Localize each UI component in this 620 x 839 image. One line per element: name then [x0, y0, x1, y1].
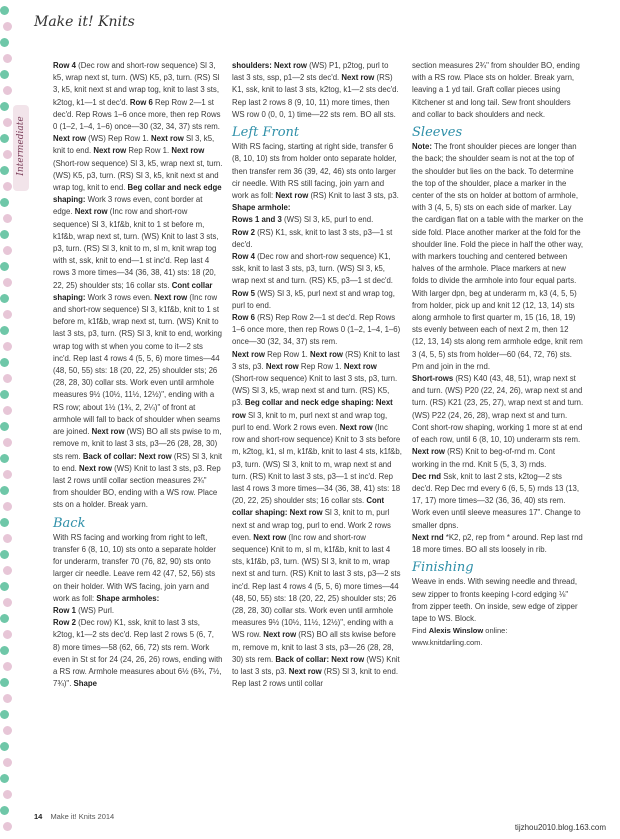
dot [0, 742, 9, 751]
dot [0, 390, 9, 399]
dot [0, 38, 9, 47]
dot [0, 454, 9, 463]
section-heading-left-front: Left Front [232, 125, 300, 141]
paragraph: shoulders: Next row (WS) P1, p2tog, purl to last 3 sts, ssp, p1—2 sts dec'd. Next row (RS) K1, ssk, knit to last 3 sts, k2tog, k1—2 sts dec'd. Rep last 2 rows 8 (9, 10, 11) more times, then WS row 0 (0, 0, 1) time—22 sts rem. BO all sts. [232, 61, 399, 119]
dot [3, 758, 12, 767]
dot [3, 662, 12, 671]
dot [0, 6, 9, 15]
skill-level-label: Intermediate [16, 116, 26, 176]
paragraph: With larger dpn, beg at underarm m, k3 (4, 5, 5) from holder, pick up and knit 12 (12, 13, 14) sts along armhole to first quarter m, 15 (16, 18, 19) sts evenly between each of next 2 m, then 12 (12, 13, 14) sts along rem armhole edge, knit rem 3 (4, 5, 5) sts from holder—60 (64, 72, 76) sts. Pm and join in the rnd. [412, 288, 583, 371]
dot [3, 726, 12, 735]
section-heading-finishing: Finishing [412, 560, 474, 576]
paragraph: With RS facing and working from right to left, transfer 6 (8, 10, 10) sts onto a separate holder for underarm, transfer 70 (76, 82, 90) sts onto larger cir needle. Leave rem 42 (47, 52, 56) sts on their holder. With WS facing, join yarn and work as foll: Shape armholes: [53, 532, 216, 603]
dot [3, 630, 12, 639]
dot [0, 102, 9, 111]
dot [3, 790, 12, 799]
paragraph: Row 4 (Dec row and short-row sequence) K1, ssk, knit to last 3 sts, p3, turn. (WS) Sl 3, k5, wrap next st and turn. (RS) K5, p3—1 st dec'd. [232, 252, 393, 286]
designer-credit: Find Alexis Winslow online: [412, 626, 508, 636]
dot [0, 518, 9, 527]
paragraph: Next row (RS) Knit to beg-of-rnd m. Cont working in the rnd. Knit 5 (5, 3, 3) rnds. [412, 447, 556, 469]
dot [3, 310, 12, 319]
paragraph: section measures 2¾" from shoulder BO, ending with a RS row. Place sts on holder. Break yarn, leaving a 1 yd tail. Graft collar pieces using Kitchener st and long tail. Sew front shoulders and collar to back shoulders and neck. [412, 61, 580, 119]
dot [0, 774, 9, 783]
dot [0, 582, 9, 591]
dot [3, 534, 12, 543]
dot [0, 294, 9, 303]
dot [0, 262, 9, 271]
dot [3, 54, 12, 63]
dot [3, 822, 12, 831]
polka-dot-border [0, 0, 14, 839]
dot [3, 566, 12, 575]
dot [3, 22, 12, 31]
dot [0, 70, 9, 79]
dot [0, 646, 9, 655]
dot [0, 678, 9, 687]
page-number: 14 [34, 812, 43, 821]
dot [0, 166, 9, 175]
dot [3, 694, 12, 703]
dot [0, 710, 9, 719]
text-column-3 [412, 60, 584, 650]
paragraph: Row 6 (RS) Rep Row 2—1 st dec'd. Rep Rows 1–6 once more, then rep Rows 0 (1–2, 1–4, 1–6) once—30 (32, 34, 37) sts rem. [232, 313, 401, 347]
section-heading-back: Back [53, 515, 86, 531]
watermark-url: tijzhou2010.blog.163.com [514, 823, 606, 832]
dot [3, 182, 12, 191]
text-column-1 [53, 60, 223, 690]
paragraph: Row 2 (RS) K1, ssk, knit to last 3 sts, p3—1 st dec'd. [232, 227, 393, 249]
dot [3, 86, 12, 95]
paragraph: Row 1 (WS) Purl. [53, 605, 115, 615]
paragraph: Next rnd *K2, p2, rep from * around. Rep last rnd 18 more times. BO all sts loosely in rib. [412, 532, 583, 554]
designer-website-link[interactable]: www.knitdarling.com. [412, 638, 483, 648]
dot [3, 374, 12, 383]
dot [3, 342, 12, 351]
dot [3, 406, 12, 415]
dot [0, 326, 9, 335]
paragraph: Weave in ends. With sewing needle and thread, sew zipper to fronts keeping I-cord edging ⅛" from zipper teeth. On inside, sew edge of zipper tape to WS. Block. [412, 577, 578, 623]
dot [0, 550, 9, 559]
dot [3, 502, 12, 511]
dot [0, 422, 9, 431]
publication-name: Make it! Knits 2014 [50, 812, 115, 821]
dot [0, 134, 9, 143]
paragraph: Next row Rep Row 1. Next row (RS) Knit to last 3 sts, p3. Next row Rep Row 1. Next row (Short-row sequence) Knit to last 3 sts, p3, turn. (WS) Sl 3, k5, wrap next st and turn. (RS) K5, p3. Beg collar and neck edge shaping: Next row Sl 3, knit to m, purl next st and wrap tog, purl to end. Work 2 rows even. Next row (Inc row and short-row sequence) Knit to 3 sts before m, k2tog, k1, sl m, k1f&b, knit to last 4 sts, k1f&b, p3, turn. (WS) Sl 3, knit to m, wrap next st and turn. (RS) Knit to last 3 sts, p3—1 st inc'd. Rep last 4 rows 3 more times—34 (36, 38, 41) sts: 18 (20, 22, 25) shoulder sts; 16 collar sts. Cont collar shaping: Next row Sl 3, knit to m, purl next st and wrap tog, purl to end. Work 2 rows even. Next row (Inc row and short-row sequence) Knit to m, sl m, k1f&b, knit to last 4 sts, k1f&b, p3, turn. (WS) Sl 3, knit to m, wrap next st and turn. (RS) Knit to last 3 sts, p3—2 sts inc'd. Rep last 4 rows 4 (5, 5, 6) more times—44 (48, 50, 55) sts: 18 (20, 22, 25) shoulder sts; 26 (28, 28, 30) collar sts. Work even until armhole measures 9½ (10½, 11½, 12½)", ending with a WS row. Next row (RS) BO all sts kwise before m, remove m, knit to last 3 sts, p3—26 (28, 28, 30) sts rem. Back of collar: Next row (WS) Knit to last 3 sts, p3. Next row (RS) Sl 3, knit to end. Rep last 2 rows until collar [232, 349, 402, 689]
dot [0, 614, 9, 623]
paragraph: Note: The front shoulder pieces are longer than the back; the shoulder seam is not at the top of the shoulder but lies on the back. To determine the top of the shoulder, place a marker in the center of the sts on holder at bottom of armhole, with 3 (4, 5, 5) sts on each side of marker. Lay the cardigan flat on a table with the marker on the side fold. Place another marker at the fold for the shoulder line. Fold the piece in half the other way, with markers touching and centered between halves of the armhole. Place markers at new folds to divide the armhole into four equal parts. [412, 142, 584, 286]
dot [3, 438, 12, 447]
dot [0, 486, 9, 495]
dot [3, 598, 12, 607]
dot [0, 806, 9, 815]
page-header: Make it! Knits [34, 14, 135, 30]
paragraph: Rows 1 and 3 (WS) Sl 3, k5, purl to end. [232, 215, 374, 225]
paragraph: Row 2 (Dec row) K1, ssk, knit to last 3 sts, k2tog, k1—2 sts dec'd. Rep last 2 rows 5 (6, 7, 8) more times—58 (62, 66, 72) sts rem. Work even in St st for 24 (24, 26, 26) rows, ending with a RS row. Armhole measures about 6½ (6¾, 7½, 7¾)". Shape [53, 618, 223, 689]
dot [3, 278, 12, 287]
text-column-2 [232, 60, 402, 690]
paragraph: Row 4 (Dec row and short-row sequence) Sl 3, k5, wrap next st, turn. (WS) K5, p3, turn. (RS) Sl 3, k5, knit next st and wrap tog, knit to last 3 sts, k2tog, k1—1 st dec'd. Row 6 Rep Row 2—1 st dec'd. Rep Rows 1–6 once more, then rep Rows 0 (1–2, 1–4, 1–6) once—30 (32, 34, 37) sts rem. Next row (WS) Rep Row 1. Next row Sl 3, k5, knit to end. Next row Rep Row 1. Next row (Short-row sequence) Sl 3, k5, wrap next st, turn. (WS) K5, p3, turn. (RS) Sl 3, k5, knit next st and wrap tog, knit to end. Beg collar and neck edge shaping: Work 3 rows even, cont border at edge. Next row (Inc row and short-row sequence) Sl 3, k1f&b, knit to 1 st before m, k1f&b, wrap next st, turn. (WS) Knit to last 3 sts, p3, turn. (RS) Sl 3, knit to m, sl m, knit wrap tog with st, ssk, knit to end—1 st inc'd. Rep last 4 rows 3 more times—34 (36, 38, 41) sts: 18 (20, 22, 25) shoulder sts; 16 collar sts. Cont collar shaping: Work 3 rows even. Next row (Inc row and short-row sequence) Sl 3, k1f&b, knit to 1 st before m, k1f&b, wrap next st, turn. (WS) Knit to last 3 sts, p3, turn. (RS) Sl 3, knit to end, working wrap tog with st when you come to it—2 sts inc'd. Rep last 4 rows 4 (5, 5, 6) more times—44 (48, 50, 55) sts: 18 (20, 22, 25) shoulder sts; 26 (28, 28, 30) collar sts. Work even until armhole measures 9½ (10½, 11½, 12½)", ending with a RS row; about 1½ (1¾, 2, 2¼)" of front at armhole will fall to back of shoulder when seams are joined. Next row (WS) BO all sts pwise to m, remove m, knit to last 3 sts, p3—26 (28, 28, 30) sts rem. Back of collar: Next row (RS) Sl 3, knit to end. Next row (WS) Knit to last 3 sts, p3. Rep last 2 rows until collar section measures 2¾" from shoulder BO, ending with a WS row. Place sts on a holder. Break yarn. [53, 61, 223, 510]
dot [0, 358, 9, 367]
paragraph: Short-rows (RS) K40 (43, 48, 51), wrap next st and turn. (WS) P20 (22, 24, 26), wrap next st and turn. (RS) K21 (23, 25, 27), wrap next st and turn. (WS) P22 (24, 26, 28), wrap next st and turn. Cont short-row shaping, working 1 more st at end of each row, until 6 (8, 10, 10) underarm sts rem. [412, 374, 584, 445]
skill-level-tab [13, 105, 29, 191]
page-footer [34, 812, 114, 821]
paragraph: With RS facing, starting at right side, transfer 6 (8, 10, 10) sts from holder onto separate holder, then transfer rem 36 (39, 42, 46) sts onto larger cir needle. With RS still facing, join yarn and work as foll: Next row (RS) Knit to last 3 sts, p3. Shape armhole: [232, 142, 399, 213]
dot [3, 246, 12, 255]
paragraph: Dec rnd Ssk, knit to last 2 sts, k2tog—2 sts dec'd. Rep Dec rnd every 6 (6, 5, 5) rnds 13 (13, 17, 17) more times—32 (36, 36, 40) sts rem. Work even until sleeve measures 17". Change to smaller dpns. [412, 471, 581, 530]
dot [3, 214, 12, 223]
dot [0, 198, 9, 207]
dot [0, 230, 9, 239]
paragraph: Row 5 (WS) Sl 3, k5, purl next st and wrap tog, purl to end. [232, 288, 395, 310]
dot [3, 118, 12, 127]
dot [3, 150, 12, 159]
section-heading-sleeves: Sleeves [412, 125, 463, 141]
dot [3, 470, 12, 479]
